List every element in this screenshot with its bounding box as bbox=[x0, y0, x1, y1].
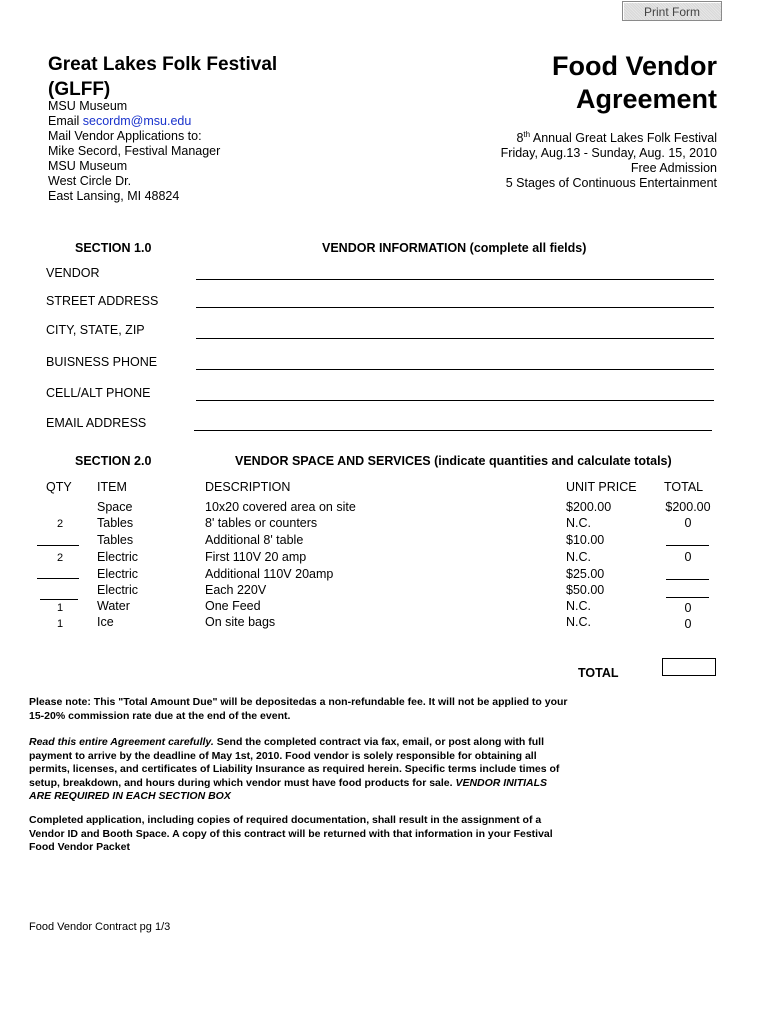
row-unit-price: $200.00 bbox=[566, 500, 612, 514]
row-unit-price: N.C. bbox=[566, 599, 591, 613]
document-title-line1: Food Vendor bbox=[552, 51, 717, 81]
row-total: 0 bbox=[684, 516, 692, 530]
page-footer: Food Vendor Contract pg 1/3 bbox=[29, 921, 171, 933]
row-unit-price: N.C. bbox=[566, 550, 591, 564]
row-qty-input[interactable] bbox=[37, 545, 79, 546]
section1-title: VENDOR INFORMATION (complete all fields) bbox=[322, 241, 587, 255]
mail-to-label: Mail Vendor Applications to: bbox=[48, 129, 202, 143]
organizer-city: East Lansing, MI 48824 bbox=[48, 189, 180, 203]
organizer-museum-2: MSU Museum bbox=[48, 159, 128, 173]
note-initials-required: VENDOR INITIALS ARE REQUIRED IN EACH SECTION BOX bbox=[29, 776, 548, 802]
city-state-zip-label: CITY, STATE, ZIP bbox=[46, 323, 145, 337]
annual-text: Annual Great Lakes Folk Festival bbox=[532, 131, 717, 146]
row-item: Space bbox=[97, 500, 133, 514]
row-item: Tables bbox=[97, 533, 134, 547]
row-total: 0 bbox=[684, 550, 692, 564]
unit-price-header: UNIT PRICE bbox=[566, 480, 637, 494]
item-header: ITEM bbox=[97, 480, 127, 494]
description-header: DESCRIPTION bbox=[205, 480, 291, 494]
annual-number: 8 bbox=[516, 131, 524, 146]
row-description: Each 220V bbox=[205, 583, 267, 597]
row-qty-input[interactable]: 2 bbox=[56, 552, 64, 564]
street-address-input[interactable] bbox=[196, 307, 714, 308]
row-item: Electric bbox=[97, 567, 138, 581]
vendor-input[interactable] bbox=[196, 279, 714, 280]
business-phone-label: BUISNESS PHONE bbox=[46, 355, 158, 369]
row-total: 0 bbox=[684, 617, 692, 631]
row-description: On site bags bbox=[205, 615, 276, 629]
grand-total-field[interactable] bbox=[662, 658, 716, 676]
business-phone-input[interactable] bbox=[196, 369, 714, 370]
qty-header: QTY bbox=[46, 480, 72, 494]
organizer-museum: MSU Museum bbox=[48, 99, 128, 113]
event-stages: 5 Stages of Continuous Entertainment bbox=[505, 176, 717, 190]
note-read-carefully: Read this entire Agreement carefully. bbox=[29, 736, 214, 748]
row-unit-price: $25.00 bbox=[566, 567, 605, 581]
row-description: 10x20 covered area on site bbox=[205, 500, 356, 514]
cell-phone-label: CELL/ALT PHONE bbox=[46, 386, 151, 400]
section2-number: SECTION 2.0 bbox=[75, 454, 152, 468]
row-total: $200.00 bbox=[665, 500, 711, 514]
row-unit-price: $50.00 bbox=[566, 583, 605, 597]
total-header: TOTAL bbox=[664, 480, 704, 494]
row-qty-input[interactable]: 2 bbox=[56, 518, 64, 530]
row-qty-underline bbox=[40, 599, 78, 600]
row-description: First 110V 20 amp bbox=[205, 550, 307, 564]
row-item: Ice bbox=[97, 615, 114, 629]
row-total-field[interactable] bbox=[666, 545, 709, 546]
row-item: Electric bbox=[97, 583, 138, 597]
note-deposit: Please note: This "Total Amount Due" will be depositedas a non-refundable fee. It will not be applied to your 15-20% commission rate due at the end of the event. bbox=[29, 696, 568, 722]
row-total-field[interactable] bbox=[666, 579, 709, 580]
organizer-title-line2: (GLFF) bbox=[48, 79, 111, 100]
organizer-email-row bbox=[48, 114, 191, 129]
email-address-input[interactable] bbox=[194, 430, 712, 431]
email-label: Email bbox=[48, 114, 80, 128]
grand-total-label: TOTAL bbox=[578, 666, 619, 680]
annual-superscript: th bbox=[523, 130, 531, 139]
row-total-field[interactable] bbox=[666, 597, 709, 598]
row-item: Electric bbox=[97, 550, 138, 564]
row-qty-input[interactable]: 1 bbox=[56, 618, 64, 630]
vendor-label: VENDOR bbox=[46, 266, 100, 280]
event-admission: Free Admission bbox=[630, 161, 717, 175]
print-form-button[interactable]: Print Form bbox=[622, 1, 722, 21]
note-instructions bbox=[29, 736, 569, 804]
cell-phone-input[interactable] bbox=[196, 400, 714, 401]
row-item: Water bbox=[97, 599, 130, 613]
row-description: Additional 110V 20amp bbox=[205, 567, 334, 581]
row-item: Tables bbox=[97, 516, 134, 530]
note-completion: Completed application, including copies of required documentation, shall result in the assignment of a Vendor ID and Booth Space. A copy of this contract will be returned with that information in your Festival Food Vendor Packet bbox=[29, 814, 553, 853]
event-dates: Friday, Aug.13 - Sunday, Aug. 15, 2010 bbox=[500, 146, 717, 160]
street-address-label: STREET ADDRESS bbox=[46, 294, 159, 308]
row-description: Additional 8' table bbox=[205, 533, 304, 547]
email-link[interactable]: secordm@msu.edu bbox=[82, 114, 192, 128]
email-address-label: EMAIL ADDRESS bbox=[46, 416, 147, 430]
row-description: One Feed bbox=[205, 599, 261, 613]
row-unit-price: $10.00 bbox=[566, 533, 605, 547]
row-total: 0 bbox=[684, 601, 692, 615]
section2-title: VENDOR SPACE AND SERVICES (indicate quantities and calculate totals) bbox=[235, 454, 672, 468]
row-unit-price: N.C. bbox=[566, 615, 591, 629]
festival-manager: Mike Secord, Festival Manager bbox=[48, 144, 221, 158]
row-description: 8' tables or counters bbox=[205, 516, 318, 530]
section1-number: SECTION 1.0 bbox=[75, 241, 152, 255]
row-unit-price: N.C. bbox=[566, 516, 591, 530]
city-state-zip-input[interactable] bbox=[196, 338, 714, 339]
row-qty-input[interactable] bbox=[37, 578, 79, 579]
organizer-title bbox=[48, 52, 277, 102]
organizer-street: West Circle Dr. bbox=[48, 174, 132, 188]
row-qty-input[interactable]: 1 bbox=[56, 602, 64, 614]
event-annual bbox=[516, 130, 717, 145]
organizer-title-line1: Great Lakes Folk Festival bbox=[48, 54, 278, 75]
document-title-line2: Agreement bbox=[575, 84, 717, 114]
note-instructions-body: Send the completed contract via fax, email, or post along with full payment to arrive by the deadline of May 1st, 2010. Food vendor is solely responsible for obtaining all permits, licenses, and certificates of Liability Insurance as required herein. Specific terms include times of setup, breakdown, and hours during which vendor must have food products for sale. bbox=[29, 736, 560, 789]
